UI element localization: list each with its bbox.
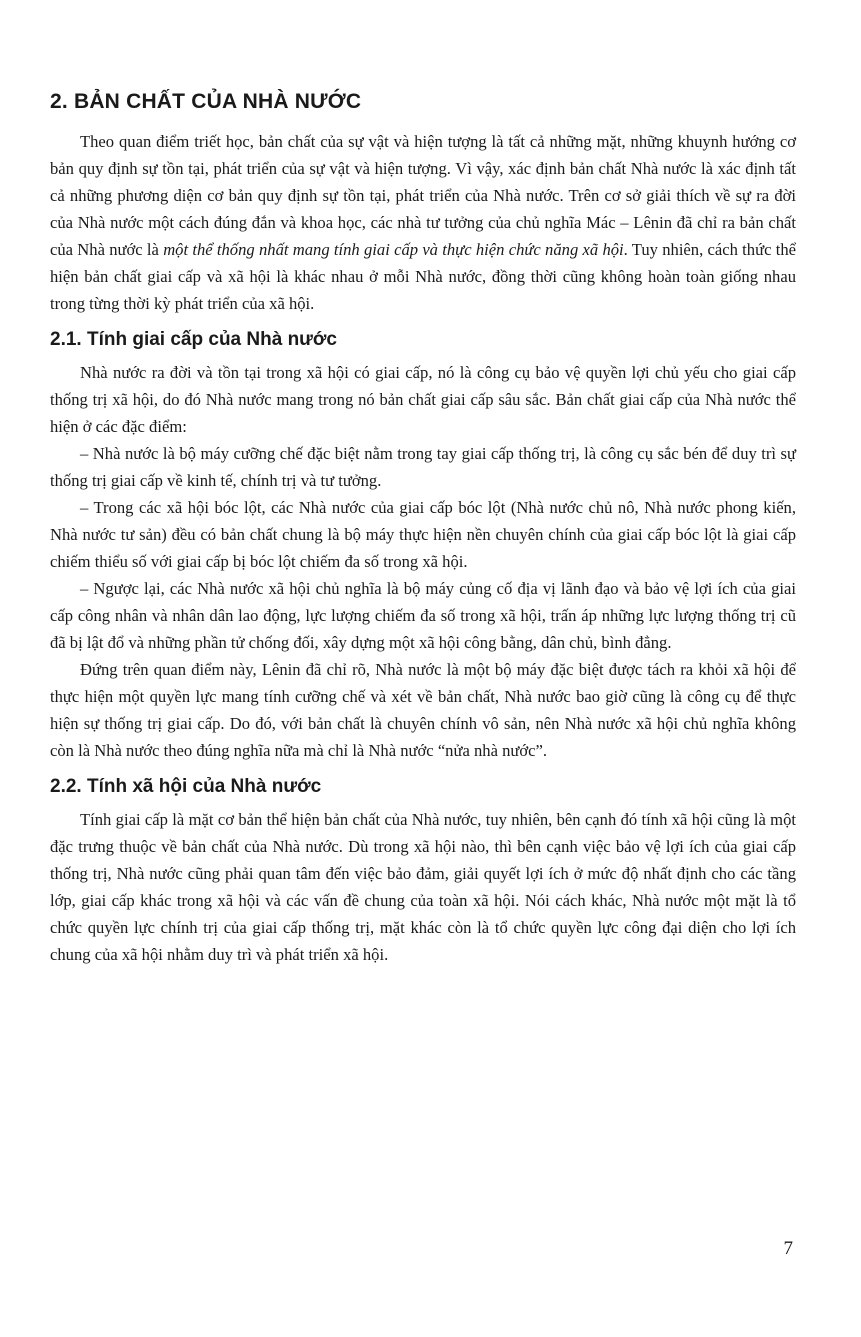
- section-heading-2-2: 2.2. Tính xã hội của Nhà nước: [50, 776, 322, 797]
- section-heading-2-1: 2.1. Tính giai cấp của Nhà nước: [50, 329, 338, 350]
- intro-text-start: Theo quan điểm triết học, bản chất của sự vật và hiện tượng là tất cả những mặt, những khuynh hướng cơ bản quy định sự tồn tại, phát triển của sự vật và hiện tượng. Vì vậy, xác định bản chất Nhà nước là xác định tất cả những phương diện cơ bản quy định sự tồn tại, phát triển của Nhà nước. Trên cơ sở giải thích về sự ra đời của Nhà nước một cách đúng đắn và khoa học, các nhà tư tưởng của chủ nghĩa Mác – Lênin đã chỉ ra bản chất của Nhà nước là: [50, 132, 796, 259]
- page-number: 7: [783, 1238, 793, 1259]
- intro-text-end: . Tuy nhiên, cách thức thể hiện bản chất giai cấp và xã hội là khác nhau ở mỗi Nhà nước, đồng thời cũng không hoàn toàn giống nhau trong từng thời kỳ phát triển của xã hội.: [50, 240, 796, 313]
- chapter-heading: 2. BẢN CHẤT CỦA NHÀ NƯỚC: [50, 90, 362, 113]
- section-2-1-paragraph: – Nhà nước là bộ máy cưỡng chế đặc biệt nằm trong tay giai cấp thống trị, là công cụ sắc bén để duy trì sự thống trị giai cấp về kinh tế, chính trị và tư tưởng.: [50, 444, 796, 490]
- document-page: [50, 90, 796, 968]
- section-2-2-paragraph: Tính giai cấp là mặt cơ bản thể hiện bản chất của Nhà nước, tuy nhiên, bên cạnh đó tính xã hội cũng là một đặc trưng thuộc về bản chất của Nhà nước. Dù trong xã hội nào, thì bên cạnh việc bảo vệ lợi ích của giai cấp thống trị, Nhà nước cũng phải quan tâm đến việc bảo đảm, giải quyết lợi ích ở mức độ nhất định cho các tầng lớp, giai cấp khác trong xã hội và các vấn đề chung của toàn xã hội. Nói cách khác, Nhà nước một mặt là tổ chức quyền lực chính trị của giai cấp thống trị, mặt khác còn là tổ chức quyền lực công đại diện cho lợi ích chung của xã hội nhằm duy trì và phát triển xã hội.: [50, 810, 796, 964]
- section-2-1-paragraph: – Ngược lại, các Nhà nước xã hội chủ nghĩa là bộ máy củng cố địa vị lãnh đạo và bảo vệ lợi ích của giai cấp công nhân và nhân dân lao động, lực lượng chiếm đa số trong xã hội, trấn áp những lực lượng thống trị cũ đã bị lật đổ và những phần tử chống đối, xây dựng một xã hội công bằng, dân chủ, bình đẳng.: [50, 579, 796, 652]
- section-2-1-paragraph: Nhà nước ra đời và tồn tại trong xã hội có giai cấp, nó là công cụ bảo vệ quyền lợi chủ yếu cho giai cấp thống trị xã hội, do đó Nhà nước mang trong nó bản chất giai cấp sâu sắc. Bản chất giai cấp của Nhà nước thể hiện ở các đặc điểm:: [50, 363, 796, 436]
- intro-paragraph: [50, 128, 796, 317]
- intro-emphasis: một thể thống nhất mang tính giai cấp và thực hiện chức năng xã hội: [163, 240, 624, 259]
- section-2-1-paragraph: – Trong các xã hội bóc lột, các Nhà nước của giai cấp bóc lột (Nhà nước chủ nô, Nhà nước phong kiến, Nhà nước tư sản) đều có bản chất chung là bộ máy thực hiện nền chuyên chính của giai cấp bóc lột là giai cấp chiếm thiểu số với giai cấp bị bóc lột chiếm đa số trong xã hội.: [50, 498, 796, 571]
- section-2-1-paragraph: Đứng trên quan điểm này, Lênin đã chỉ rõ, Nhà nước là một bộ máy đặc biệt được tách ra khỏi xã hội để thực hiện một quyền lực mang tính cưỡng chế và xét về bản chất, Nhà nước bao giờ cũng là công cụ để thực hiện sự thống trị giai cấp. Do đó, với bản chất là chuyên chính vô sản, nên Nhà nước xã hội chủ nghĩa không còn là Nhà nước theo đúng nghĩa nữa mà chỉ là Nhà nước “nửa nhà nước”.: [50, 660, 796, 760]
